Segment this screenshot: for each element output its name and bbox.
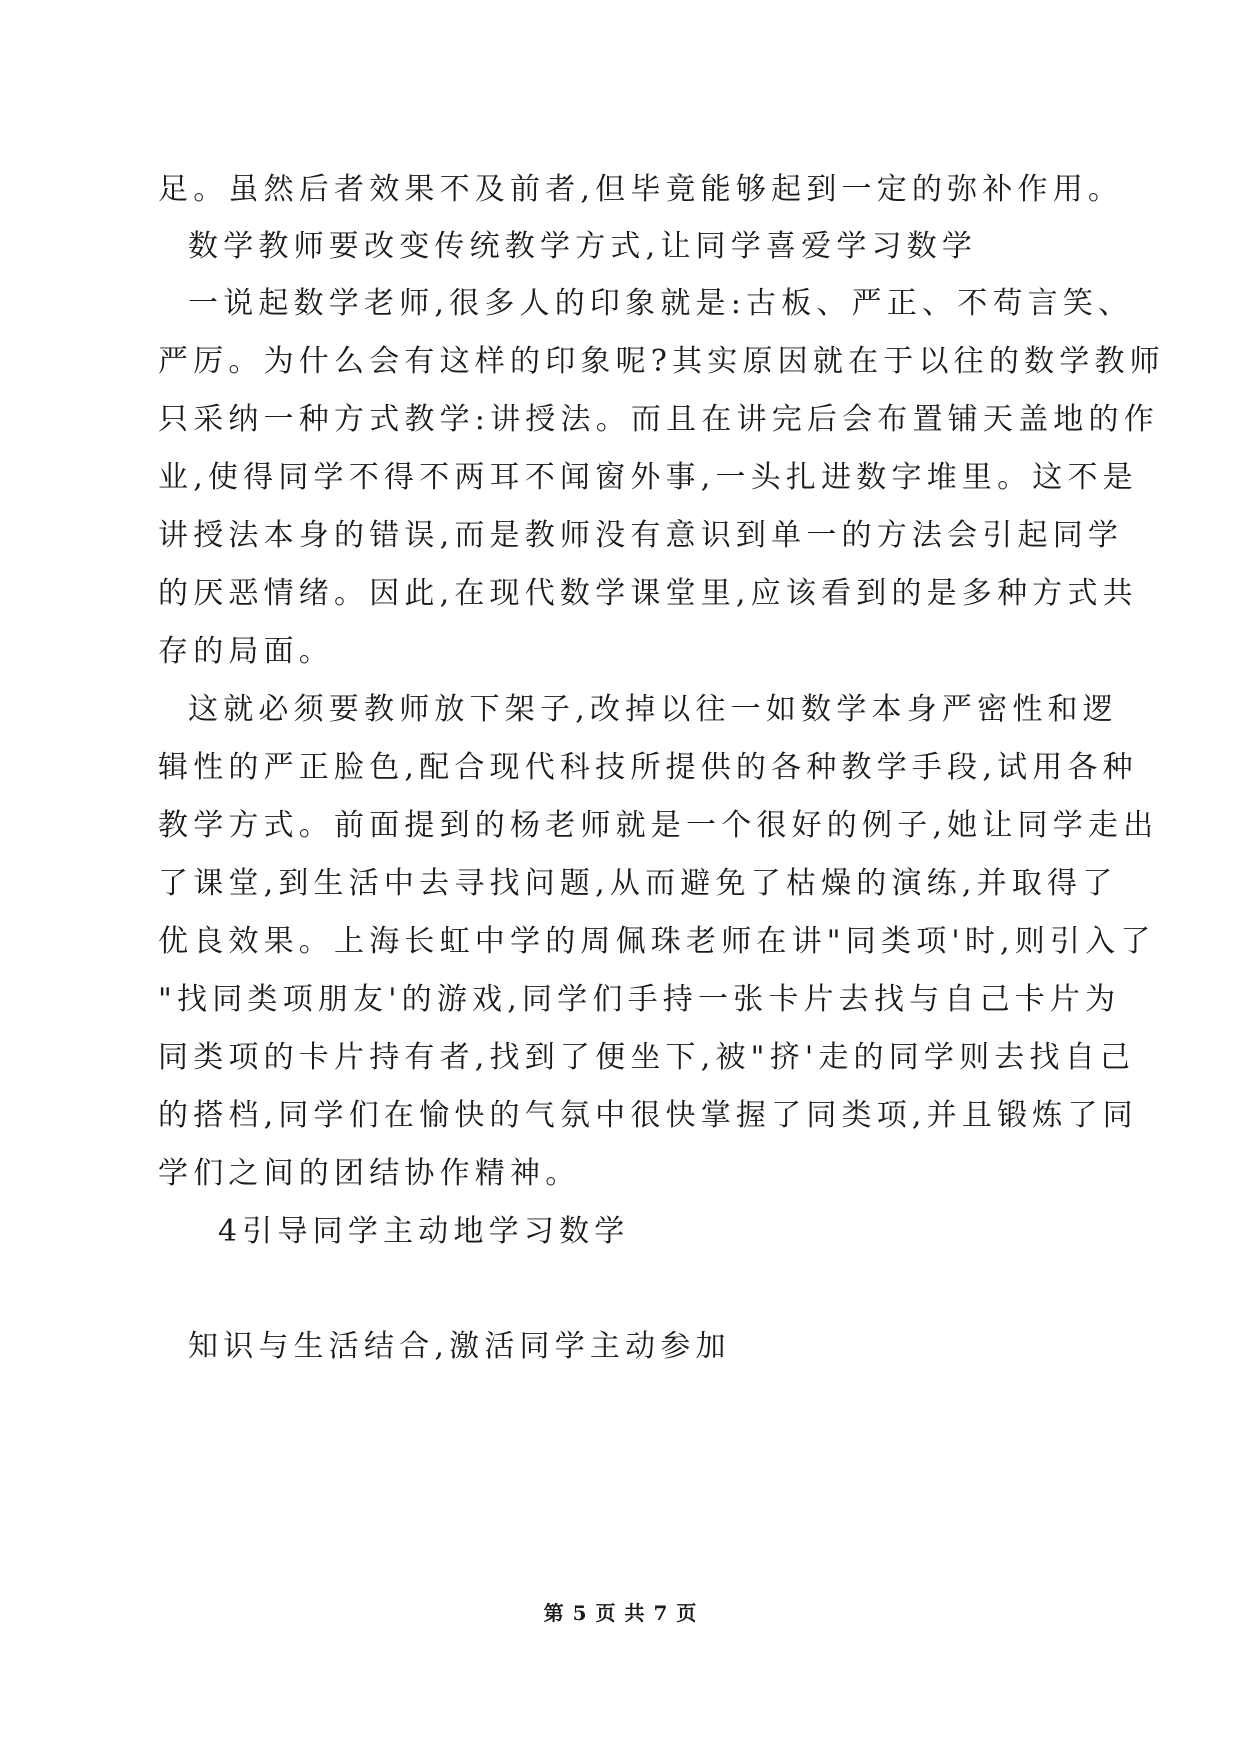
text-line: 学们之间的团结协作精神。 [158,1156,581,1191]
text-line: 的搭档,同学们在愉快的气氛中很快掌握了同类项,并且锻炼了同 [158,1098,1138,1133]
text-line: 足。虽然后者效果不及前者,但毕竟能够起到一定的弥补作用。 [158,172,1124,207]
text-line: 了课堂,到生活中去寻找问题,从而避免了枯燥的演练,并取得了 [158,866,1118,901]
text-line: 教学方式。前面提到的杨老师就是一个很好的例子,她让同学走出 [158,808,1159,843]
text-line: 业,使得同学不得不两耳不闻窗外事,一头扎进数字堆里。这不是 [158,460,1138,495]
text-line: 的厌恶情绪。因此,在现代数学课堂里,应该看到的是多种方式共 [158,576,1138,611]
text-line: 同类项的卡片持有者,找到了便坐下,被"挤'走的同学则去找自己 [158,1040,1136,1075]
text-line: 讲授法本身的错误,而是教师没有意识到单一的方法会引起同学 [158,518,1124,553]
text-line: 存的局面。 [158,634,334,669]
text-line: 严厉。为什么会有这样的印象呢?其实原因就在于以往的数学教师 [158,344,1165,379]
text-line: 辑性的严正脸色,配合现代科技所提供的各种教学手段,试用各种 [158,750,1138,785]
text-line: 优良效果。上海长虹中学的周佩珠老师在讲"同类项'时,则引入了 [158,924,1156,959]
section-heading: 4引导同学主动地学习数学 [218,1214,630,1249]
text-line: "找同类项朋友'的游戏,同学们手持一张卡片去找与自己卡片为 [158,982,1121,1017]
section-heading: 知识与生活结合,激活同学主动参加 [188,1329,731,1364]
text-line: 一说起数学老师,很多人的印象就是:古板、严正、不苟言笑、 [188,286,1134,321]
text-line: 这就必须要教师放下架子,改掉以往一如数学本身严密性和逻 [188,692,1118,727]
text-line: 只采纳一种方式教学:讲授法。而且在讲完后会布置铺天盖地的作 [158,402,1159,437]
section-heading: 数学教师要改变传统教学方式,让同学喜爱学习数学 [188,229,978,264]
page-number-footer: 第 5 页 共 7 页 [543,1601,698,1625]
